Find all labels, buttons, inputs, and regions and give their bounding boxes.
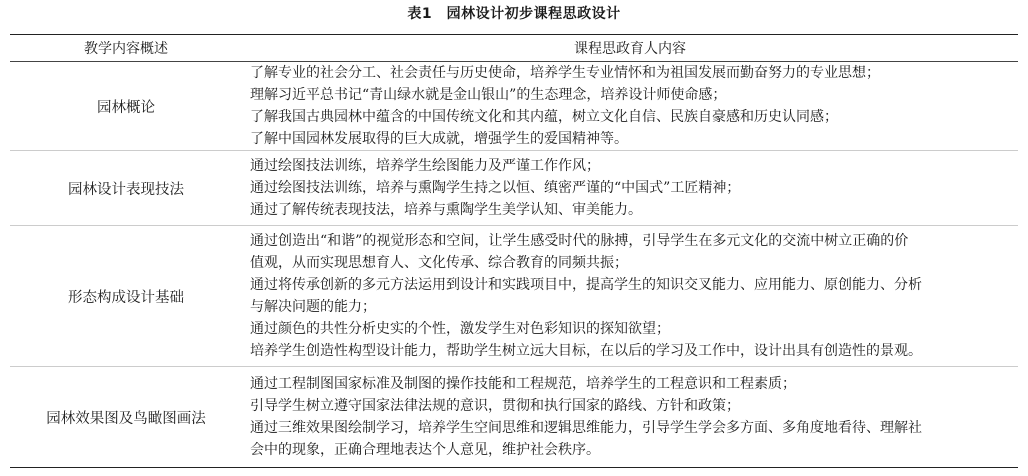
header-content-overview: 教学内容概述	[84, 41, 168, 57]
content-line: 培养学生创造性构型设计能力，帮助学生树立远大目标，在以后的学习及工作中，设计出具有创造性的景观。	[250, 343, 922, 359]
row-category: 园林设计表现技法	[68, 181, 184, 198]
content-line: 通过绘图技法训练，培养与熏陶学生持之以恒、缜密严谨的“中国式”工匠精神；	[250, 180, 741, 196]
table-caption: 表1 园林设计初步课程思政设计	[407, 6, 621, 22]
content-line: 与解决问题的能力；	[250, 299, 376, 315]
content-line: 通过工程制图国家标准及制图的操作技能和工程规范，培养学生的工程意识和工程素质；	[250, 376, 796, 392]
content-line: 通过三维效果图绘制学习，培养学生空间思维和逻辑思维能力，引导学生学会多方面、多角度地看待、理解社	[250, 420, 922, 436]
content-line: 值观，从而实现思想育人、文化传承、综合教育的同频共振；	[250, 255, 628, 271]
table-row	[10, 150, 1018, 225]
content-line: 通过了解传统表现技法，培养与熏陶学生美学认知、审美能力。	[250, 202, 642, 218]
row-content	[242, 230, 1018, 362]
row-category: 园林效果图及鸟瞰图画法	[46, 410, 206, 427]
row-category: 形态构成设计基础	[68, 289, 184, 306]
content-line: 理解习近平总书记“青山绿水就是金山银山”的生态理念，培养设计师使命感；	[250, 87, 727, 103]
row-content	[242, 155, 1018, 221]
table-row	[10, 225, 1018, 366]
content-line: 了解专业的社会分工、社会责任与历史使命，培养学生专业情怀和为祖国发展而勤奋努力的专业思想；	[250, 65, 880, 81]
content-line: 引导学生树立遵守国家法律法规的意识，贯彻和执行国家的路线、方针和政策；	[250, 398, 740, 414]
content-line: 通过将传承创新的多元方法运用到设计和实践项目中，提高学生的知识交叉能力、应用能力、原创能力、分析	[250, 277, 922, 293]
content-line: 通过绘图技法训练，培养学生绘图能力及严谨工作作风；	[250, 158, 600, 174]
row-content	[242, 62, 1018, 150]
table-header	[10, 35, 1018, 62]
header-ideological-content: 课程思政育人内容	[574, 41, 686, 57]
content-line: 通过创造出“和谐”的视觉形态和空间，让学生感受时代的脉搏，引导学生在多元文化的交流中树立正确的价	[250, 233, 909, 249]
course-table	[10, 34, 1018, 468]
table-row	[10, 62, 1018, 150]
row-category: 园林概论	[97, 99, 155, 116]
table-row	[10, 366, 1018, 467]
content-line: 了解我国古典园林中蕴含的中国传统文化和其内蕴，树立文化自信、民族自豪感和历史认同感；	[250, 109, 838, 125]
content-line: 了解中国园林发展取得的巨大成就，增强学生的爱国精神等。	[250, 131, 628, 147]
content-line: 会中的现象，正确合理地表达个人意见，维护社会秩序。	[250, 442, 600, 458]
row-content	[242, 373, 1018, 461]
content-line: 通过颜色的共性分析史实的个性，激发学生对色彩知识的探知欲望；	[250, 321, 670, 337]
